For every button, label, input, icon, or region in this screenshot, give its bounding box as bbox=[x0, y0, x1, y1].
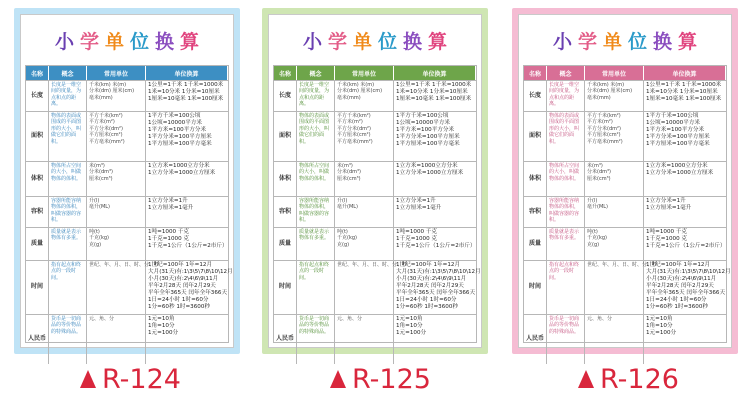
row-conversion bbox=[644, 162, 726, 196]
row-units bbox=[585, 228, 644, 260]
conversion-line: 1公顷=10000平方米 bbox=[148, 120, 203, 126]
unit-line: 吨(t) bbox=[337, 229, 348, 235]
unit-line: 吨(t) bbox=[89, 229, 100, 235]
row-conversion bbox=[146, 197, 228, 227]
header-concept: 概念 bbox=[297, 66, 335, 80]
title-char: 小 bbox=[552, 31, 572, 53]
conversion-line: 1元=100分 bbox=[396, 330, 427, 336]
unit-line: 克(g) bbox=[337, 241, 350, 248]
conversion-line: 1平方分米=100平方厘米 bbox=[148, 134, 212, 140]
title-char: 学 bbox=[577, 31, 597, 53]
header-units: 常用单位 bbox=[585, 66, 644, 80]
conversion-line: 1千克=1公斤（1公斤=2市斤） bbox=[396, 243, 476, 249]
row-concept: 货币是一切商品的等价物品的特殊商品。 bbox=[297, 315, 335, 364]
unit-line: 千米(km) 米(m) bbox=[337, 82, 375, 88]
conversion-line: 1平方厘米=100平方毫米 bbox=[148, 141, 212, 147]
unit-line: 平方厘米(cm²) bbox=[337, 132, 371, 139]
unit-line: 毫米(mm) bbox=[337, 94, 361, 101]
unit-line: 世纪、年、月、日、时、分、秒 bbox=[587, 262, 658, 268]
conversion-line: 1日=24小时 1时=60分 bbox=[646, 297, 707, 303]
unit-line: 元、角、分 bbox=[89, 316, 115, 322]
conversion-table bbox=[273, 65, 481, 343]
poster-1 bbox=[14, 8, 240, 354]
row-conversion bbox=[644, 81, 726, 111]
conversion-line: 1公顷=10000平方米 bbox=[646, 120, 701, 126]
unit-line: 世纪、年、月、日、时、分、秒 bbox=[89, 262, 160, 268]
poster-sheet bbox=[518, 14, 732, 348]
unit-line: 千克(kg) bbox=[587, 235, 607, 242]
row-units bbox=[585, 197, 644, 227]
row-units bbox=[87, 197, 146, 227]
conversion-line: 1立方厘米=1毫升 bbox=[396, 205, 442, 211]
unit-line: 毫升(ML) bbox=[337, 204, 359, 211]
conversion-line: 1元=10角 bbox=[396, 316, 423, 322]
conversion-line: 1吨=1000 千克 bbox=[148, 229, 190, 235]
triangle-icon bbox=[578, 370, 594, 388]
unit-line: 平方分米(dm²) bbox=[89, 125, 123, 132]
row-concept: 物体的表面或围成的平面图形的大小，叫做它们的面积。 bbox=[547, 112, 585, 161]
triangle-icon bbox=[330, 370, 346, 388]
table-row bbox=[524, 111, 726, 161]
title-char: 算 bbox=[428, 31, 448, 53]
row-concept: 指有起点和终点的一段时间。 bbox=[297, 261, 335, 314]
conversion-line: 1厘米=10毫米 1米=100厘米 bbox=[396, 96, 472, 102]
row-concept: 物体所占空间的大小，叫做物体的体积。 bbox=[547, 162, 585, 196]
conversion-line: 1立方米=1000立方分米 bbox=[148, 163, 210, 169]
conversion-line: 1米=10分米 1分米=10厘米 bbox=[396, 89, 468, 95]
title-char: 小 bbox=[54, 31, 74, 53]
table-row bbox=[274, 314, 476, 364]
conversion-line: 1米=10分米 1分米=10厘米 bbox=[646, 89, 718, 95]
conversion-line: 平年全年365天 闰年全年366天 bbox=[396, 290, 476, 296]
row-conversion bbox=[394, 261, 483, 314]
poster-sheet bbox=[20, 14, 234, 348]
unit-line: 厘米(cm³) bbox=[337, 175, 361, 182]
product-code: R-126 bbox=[600, 363, 679, 395]
row-name: 体积 bbox=[524, 162, 547, 196]
row-name: 容积 bbox=[26, 197, 49, 227]
unit-line: 平方分米(dm²) bbox=[337, 125, 371, 132]
row-conversion bbox=[644, 112, 726, 161]
conversion-line: 1平方厘米=100平方毫米 bbox=[396, 141, 460, 147]
unit-line: 千克(kg) bbox=[337, 235, 357, 242]
table-row bbox=[524, 260, 731, 314]
product-code: R-125 bbox=[352, 363, 431, 395]
row-conversion bbox=[394, 315, 476, 364]
conversion-line: 1分=60秒 1时=3600秒 bbox=[396, 304, 458, 310]
table-row bbox=[274, 80, 476, 111]
poster-title bbox=[519, 27, 731, 57]
conversion-line: 1立方分米=1000立方厘米 bbox=[148, 170, 216, 176]
row-units bbox=[585, 315, 644, 364]
conversion-table bbox=[523, 65, 731, 343]
conversion-line: 1元=10角 bbox=[148, 316, 175, 322]
row-name: 时间 bbox=[274, 261, 297, 314]
unit-line: 升(l) bbox=[89, 198, 100, 204]
conversion-line: 1公里=1千米 1千米=1000米 bbox=[646, 82, 722, 88]
header-name: 名称 bbox=[26, 66, 49, 80]
row-conversion bbox=[394, 197, 476, 227]
unit-line: 米(m³) bbox=[587, 163, 603, 169]
table-row bbox=[274, 260, 481, 314]
conversion-line: 大月(31天)有:1\3\5\7\8\10\12月 bbox=[148, 269, 233, 275]
row-name: 人民币 bbox=[274, 315, 297, 364]
conversion-line: 1平方分米=100平方厘米 bbox=[396, 134, 460, 140]
conversion-line: 1世纪=100年 1年=12月 bbox=[396, 262, 461, 268]
row-name: 人民币 bbox=[524, 315, 547, 364]
unit-line: 分米(dm³) bbox=[587, 169, 611, 176]
row-concept: 容器所能容纳物体的体积，叫做容器的容积。 bbox=[49, 197, 87, 227]
row-name: 体积 bbox=[26, 162, 49, 196]
title-char: 单 bbox=[602, 31, 622, 53]
conversion-line: 平年全年365天 闰年全年366天 bbox=[148, 290, 228, 296]
row-conversion bbox=[146, 228, 230, 260]
row-units bbox=[585, 261, 658, 314]
unit-line: 平方厘米(cm²) bbox=[89, 132, 123, 139]
row-units bbox=[87, 112, 146, 161]
row-name: 时间 bbox=[524, 261, 547, 314]
unit-line: 平方千米(km²) bbox=[89, 113, 123, 119]
unit-line: 平方毫米(mm²) bbox=[337, 138, 373, 145]
row-concept: 指有起点和终点的一段时间。 bbox=[547, 261, 585, 314]
product-code-label bbox=[80, 362, 181, 396]
row-conversion bbox=[394, 81, 476, 111]
unit-line: 千米(km) 米(m) bbox=[89, 82, 127, 88]
poster-title bbox=[269, 27, 481, 57]
row-units bbox=[87, 261, 160, 314]
conversion-line: 1元=100分 bbox=[148, 330, 179, 336]
row-conversion bbox=[644, 315, 726, 364]
product-code: R-124 bbox=[102, 363, 181, 395]
unit-line: 克(g) bbox=[587, 241, 600, 248]
unit-line: 升(l) bbox=[337, 198, 348, 204]
conversion-line: 1公顷=10000平方米 bbox=[396, 120, 451, 126]
unit-line: 元、角、分 bbox=[587, 316, 613, 322]
title-char: 学 bbox=[79, 31, 99, 53]
row-conversion bbox=[146, 162, 228, 196]
row-units bbox=[335, 315, 394, 364]
conversion-line: 1平方千米=100公顷 bbox=[646, 113, 699, 119]
conversion-line: 1立方米=1000立方分米 bbox=[396, 163, 458, 169]
poster-sheet bbox=[268, 14, 482, 348]
conversion-line: 1吨=1000 千克 bbox=[396, 229, 438, 235]
row-name: 长度 bbox=[524, 81, 547, 111]
conversion-line: 1立方分米=1升 bbox=[396, 198, 436, 204]
table-row bbox=[524, 314, 726, 364]
row-units bbox=[335, 112, 394, 161]
row-name: 质量 bbox=[524, 228, 547, 260]
row-units bbox=[335, 81, 394, 111]
conversion-line: 1元=10角 bbox=[646, 316, 673, 322]
unit-line: 平方厘米(cm²) bbox=[587, 132, 621, 139]
row-name: 容积 bbox=[274, 197, 297, 227]
unit-line: 厘米(cm³) bbox=[89, 175, 113, 182]
unit-line: 升(l) bbox=[587, 198, 598, 204]
conversion-line: 1立方分米=1升 bbox=[646, 198, 686, 204]
conversion-line: 1立方分米=1升 bbox=[148, 198, 188, 204]
row-name: 长度 bbox=[274, 81, 297, 111]
conversion-line: 1立方米=1000立方分米 bbox=[646, 163, 708, 169]
header-concept: 概念 bbox=[547, 66, 585, 80]
conversion-line: 1平方米=100平方分米 bbox=[148, 127, 207, 133]
unit-line: 平方千米(km²) bbox=[587, 113, 621, 119]
table-row bbox=[524, 196, 726, 227]
unit-line: 毫米(mm) bbox=[89, 94, 113, 101]
header-name: 名称 bbox=[274, 66, 297, 80]
header-name: 名称 bbox=[524, 66, 547, 80]
poster-3 bbox=[512, 8, 738, 354]
row-concept: 物体所占空间的大小，叫做物体的体积。 bbox=[297, 162, 335, 196]
conversion-line: 1角=10分 bbox=[148, 323, 175, 329]
conversion-line: 1立方厘米=1毫升 bbox=[148, 205, 194, 211]
title-char: 换 bbox=[403, 31, 423, 53]
row-name: 面积 bbox=[26, 112, 49, 161]
row-conversion bbox=[644, 261, 733, 314]
conversion-line: 1厘米=10毫米 1米=100厘米 bbox=[646, 96, 722, 102]
title-char: 单 bbox=[104, 31, 124, 53]
conversion-line: 1厘米=10毫米 1米=100厘米 bbox=[148, 96, 224, 102]
header-units: 常用单位 bbox=[335, 66, 394, 80]
unit-line: 克(g) bbox=[89, 241, 102, 248]
unit-line: 毫米(mm) bbox=[587, 94, 611, 101]
product-code-label bbox=[330, 362, 431, 396]
conversion-line: 1平方厘米=100平方毫米 bbox=[646, 141, 710, 147]
row-units bbox=[335, 197, 394, 227]
conversion-line: 1分=60秒 1时=3600秒 bbox=[646, 304, 708, 310]
conversion-line: 1千克=1000 克 bbox=[646, 236, 688, 242]
unit-line: 分米(dm) 厘米(cm) bbox=[587, 88, 633, 95]
row-name: 面积 bbox=[274, 112, 297, 161]
table-row bbox=[26, 111, 228, 161]
row-name: 人民币 bbox=[26, 315, 49, 364]
unit-line: 平方米(m²) bbox=[587, 119, 613, 126]
row-concept: 质量就是表示物体有多重。 bbox=[547, 228, 585, 260]
conversion-line: 1公里=1千米 1千米=1000米 bbox=[396, 82, 472, 88]
unit-line: 吨(t) bbox=[587, 229, 598, 235]
table-row bbox=[524, 227, 726, 260]
unit-line: 千米(km) 米(m) bbox=[587, 82, 625, 88]
conversion-line: 1平方千米=100公顷 bbox=[148, 113, 201, 119]
unit-line: 平方米(m²) bbox=[89, 119, 115, 126]
title-char: 学 bbox=[327, 31, 347, 53]
title-char: 换 bbox=[155, 31, 175, 53]
title-char: 小 bbox=[302, 31, 322, 53]
conversion-line: 1日=24小时 1时=60分 bbox=[396, 297, 457, 303]
row-conversion bbox=[146, 112, 228, 161]
table-row bbox=[26, 196, 228, 227]
unit-line: 厘米(cm³) bbox=[587, 175, 611, 182]
table-header bbox=[26, 66, 228, 80]
table-row bbox=[26, 161, 228, 196]
unit-line: 平方分米(dm²) bbox=[587, 125, 621, 132]
conversion-line: 1分=60秒 1时=3600秒 bbox=[148, 304, 210, 310]
title-char: 算 bbox=[180, 31, 200, 53]
unit-line: 毫升(ML) bbox=[587, 204, 609, 211]
poster-title bbox=[21, 27, 233, 57]
conversion-line: 1米=10分米 1分米=10厘米 bbox=[148, 89, 220, 95]
table-header bbox=[524, 66, 726, 80]
unit-line: 平方米(m²) bbox=[337, 119, 363, 126]
title-char: 单 bbox=[352, 31, 372, 53]
table-row bbox=[274, 196, 476, 227]
row-conversion bbox=[644, 197, 726, 227]
table-row bbox=[524, 80, 726, 111]
conversion-line: 1元=100分 bbox=[646, 330, 677, 336]
unit-line: 分米(dm³) bbox=[337, 169, 361, 176]
unit-line: 分米(dm) 厘米(cm) bbox=[337, 88, 383, 95]
unit-line: 毫升(ML) bbox=[89, 204, 111, 211]
row-name: 时间 bbox=[26, 261, 49, 314]
conversion-line: 平年2月28天 闰年2月29天 bbox=[148, 283, 216, 289]
header-concept: 概念 bbox=[49, 66, 87, 80]
header-units: 常用单位 bbox=[87, 66, 146, 80]
poster-2 bbox=[262, 8, 488, 354]
table-row bbox=[26, 314, 228, 364]
header-conversion: 单位换算 bbox=[146, 66, 228, 80]
row-conversion bbox=[394, 112, 476, 161]
table-row bbox=[26, 260, 233, 314]
table-row bbox=[274, 161, 476, 196]
unit-line: 元、角、分 bbox=[337, 316, 363, 322]
row-name: 面积 bbox=[524, 112, 547, 161]
row-units bbox=[585, 162, 644, 196]
unit-line: 平方毫米(mm²) bbox=[587, 138, 623, 145]
row-units bbox=[335, 261, 408, 314]
row-units bbox=[585, 81, 644, 111]
row-conversion bbox=[644, 228, 728, 260]
table-row bbox=[274, 111, 476, 161]
conversion-line: 1世纪=100年 1年=12月 bbox=[148, 262, 213, 268]
table-row bbox=[524, 161, 726, 196]
row-name: 长度 bbox=[26, 81, 49, 111]
row-name: 质量 bbox=[274, 228, 297, 260]
unit-line: 分米(dm³) bbox=[89, 169, 113, 176]
row-units bbox=[335, 228, 394, 260]
row-concept: 长度是一维空间的度量，为点和点的距离。 bbox=[49, 81, 87, 111]
title-char: 算 bbox=[678, 31, 698, 53]
row-units bbox=[87, 228, 146, 260]
row-conversion bbox=[394, 162, 476, 196]
conversion-line: 1平方米=100平方分米 bbox=[646, 127, 705, 133]
unit-line: 平方毫米(mm²) bbox=[89, 138, 125, 145]
unit-line: 平方千米(km²) bbox=[337, 113, 371, 119]
conversion-line: 1世纪=100年 1年=12月 bbox=[646, 262, 711, 268]
row-concept: 长度是一维空间的度量，为点和点的距离。 bbox=[297, 81, 335, 111]
conversion-line: 1角=10分 bbox=[646, 323, 673, 329]
row-name: 质量 bbox=[26, 228, 49, 260]
conversion-line: 1立方厘米=1毫升 bbox=[646, 205, 692, 211]
row-name: 体积 bbox=[274, 162, 297, 196]
unit-line: 千克(kg) bbox=[89, 235, 109, 242]
conversion-line: 1平方千米=100公顷 bbox=[396, 113, 449, 119]
row-concept: 物体的表面或围成的平面图形的大小，叫做它们的面积。 bbox=[297, 112, 335, 161]
title-char: 位 bbox=[130, 31, 150, 53]
row-concept: 物体的表面或围成的平面图形的大小，叫做它们的面积。 bbox=[49, 112, 87, 161]
conversion-line: 1千克=1公斤（1公斤=2市斤） bbox=[148, 243, 228, 249]
row-conversion bbox=[146, 315, 228, 364]
product-code-label bbox=[578, 362, 679, 396]
title-char: 位 bbox=[628, 31, 648, 53]
unit-line: 米(m³) bbox=[337, 163, 353, 169]
conversion-line: 1立方分米=1000立方厘米 bbox=[646, 170, 714, 176]
conversion-line: 1吨=1000 千克 bbox=[646, 229, 688, 235]
conversion-line: 1千克=1公斤（1公斤=2市斤） bbox=[646, 243, 726, 249]
conversion-line: 1公里=1千米 1千米=1000米 bbox=[148, 82, 224, 88]
table-row bbox=[26, 80, 228, 111]
conversion-line: 1千克=1000 克 bbox=[148, 236, 190, 242]
conversion-line: 小月(30天)有:2\4\6\9\11月 bbox=[396, 276, 467, 282]
header-conversion: 单位换算 bbox=[394, 66, 476, 80]
table-row bbox=[26, 227, 228, 260]
row-concept: 质量就是表示物体有多重。 bbox=[297, 228, 335, 260]
row-name: 容积 bbox=[524, 197, 547, 227]
conversion-line: 大月(31天)有:1\3\5\7\8\10\12月 bbox=[396, 269, 481, 275]
row-concept: 长度是一维空间的度量，为点和点的距离。 bbox=[547, 81, 585, 111]
table-row bbox=[274, 227, 476, 260]
row-units bbox=[87, 315, 146, 364]
header-conversion: 单位换算 bbox=[644, 66, 726, 80]
row-units bbox=[585, 112, 644, 161]
row-conversion bbox=[146, 81, 228, 111]
row-concept: 货币是一切商品的等价物品的特殊商品。 bbox=[547, 315, 585, 364]
triangle-icon bbox=[80, 370, 96, 388]
conversion-line: 1平方分米=100平方厘米 bbox=[646, 134, 710, 140]
conversion-table bbox=[25, 65, 233, 343]
conversion-line: 1日=24小时 1时=60分 bbox=[148, 297, 209, 303]
conversion-line: 平年2月28天 闰年2月29天 bbox=[396, 283, 464, 289]
unit-line: 米(m³) bbox=[89, 163, 105, 169]
row-concept: 货币是一切商品的等价物品的特殊商品。 bbox=[49, 315, 87, 364]
title-char: 换 bbox=[653, 31, 673, 53]
row-concept: 指有起点和终点的一段时间。 bbox=[49, 261, 87, 314]
row-conversion bbox=[394, 228, 478, 260]
conversion-line: 1立方分米=1000立方厘米 bbox=[396, 170, 464, 176]
title-char: 位 bbox=[378, 31, 398, 53]
conversion-line: 小月(30天)有:2\4\6\9\11月 bbox=[148, 276, 219, 282]
conversion-line: 1角=10分 bbox=[396, 323, 423, 329]
row-units bbox=[87, 81, 146, 111]
row-concept: 物体所占空间的大小，叫做物体的体积。 bbox=[49, 162, 87, 196]
row-concept: 容器所能容纳物体的体积，叫做容器的容积。 bbox=[297, 197, 335, 227]
row-conversion bbox=[146, 261, 235, 314]
conversion-line: 1平方米=100平方分米 bbox=[396, 127, 455, 133]
unit-line: 世纪、年、月、日、时、分、秒 bbox=[337, 262, 408, 268]
table-header bbox=[274, 66, 476, 80]
row-concept: 质量就是表示物体有多重。 bbox=[49, 228, 87, 260]
unit-line: 分米(dm) 厘米(cm) bbox=[89, 88, 135, 95]
conversion-line: 1千克=1000 克 bbox=[396, 236, 438, 242]
conversion-line: 平年2月28天 闰年2月29天 bbox=[646, 283, 714, 289]
row-concept: 容器所能容纳物体的体积，叫做容器的容积。 bbox=[547, 197, 585, 227]
row-units bbox=[335, 162, 394, 196]
row-units bbox=[87, 162, 146, 196]
conversion-line: 平年全年365天 闰年全年366天 bbox=[646, 290, 726, 296]
conversion-line: 大月(31天)有:1\3\5\7\8\10\12月 bbox=[646, 269, 731, 275]
conversion-line: 小月(30天)有:2\4\6\9\11月 bbox=[646, 276, 717, 282]
